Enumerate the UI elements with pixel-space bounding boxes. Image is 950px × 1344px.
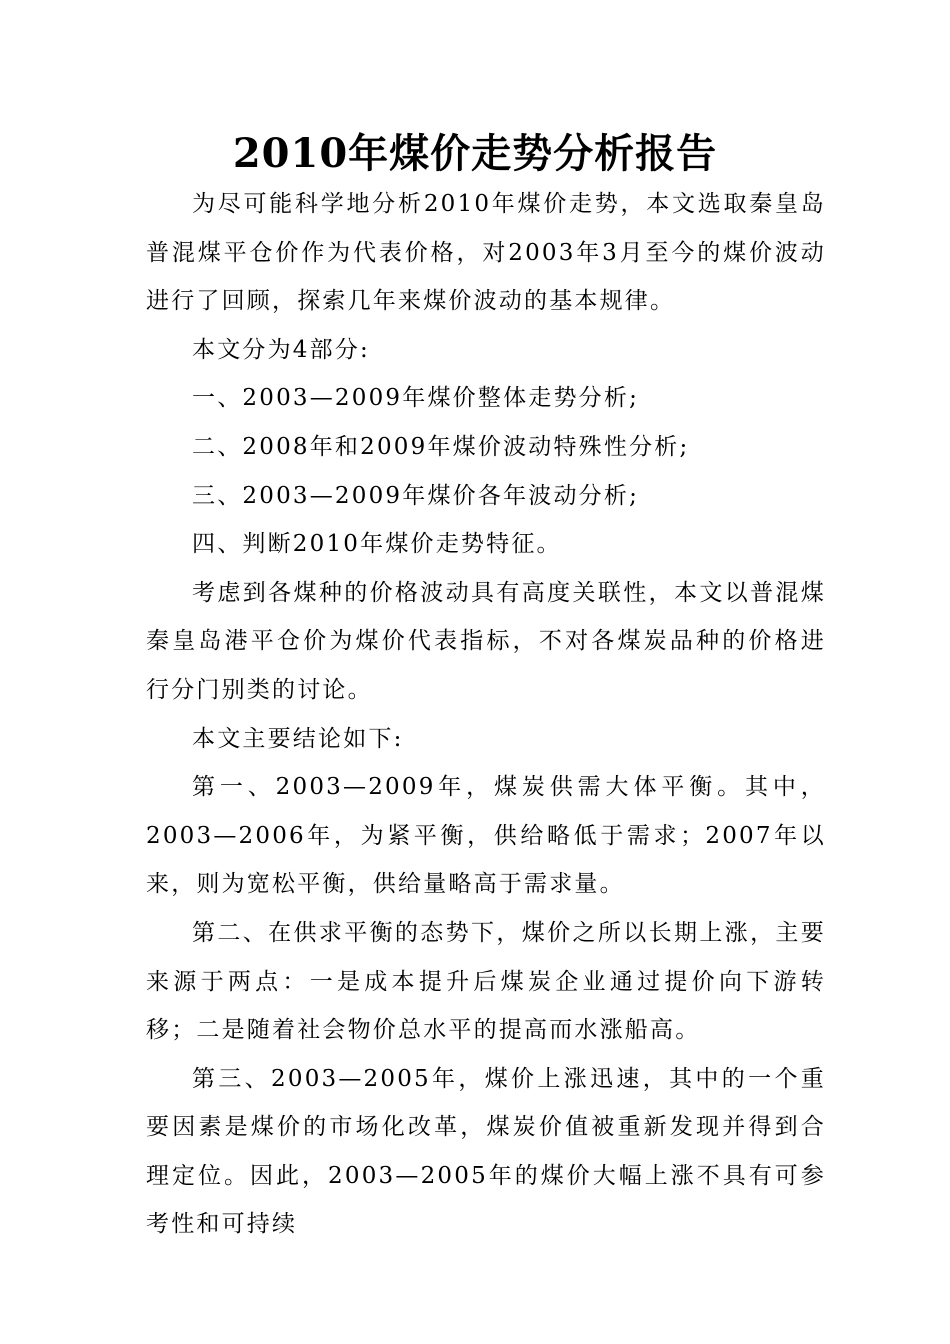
outline-item-3: 三、2003—2009年煤价各年波动分析; (192, 482, 640, 509)
document-title: 2010年煤价走势分析报告 (232, 130, 718, 177)
paragraph-scope: 考虑到各煤种的价格波动具有高度关联性，本文以普混煤秦皇岛港平仓价为煤价代表指标，不对各煤炭品种的价格进行分门别类的讨论。 (146, 579, 826, 703)
paragraph-conclusions-heading: 本文主要结论如下: (192, 725, 404, 752)
outline-item-1: 一、2003—2009年煤价整体走势分析; (192, 385, 640, 412)
paragraph-intro: 为尽可能科学地分析2010年煤价走势，本文选取秦皇岛普混煤平仓价作为代表价格，对2003年3月至今的煤价波动进行了回顾，探索几年来煤价波动的基本规律。 (146, 191, 826, 315)
conclusion-2: 第二、在供求平衡的态势下，煤价之所以长期上涨，主要来源于两点：一是成本提升后煤炭企业通过提价向下游转移；二是随着社会物价总水平的提高而水涨船高。 (146, 919, 826, 1044)
document-body (146, 180, 826, 1249)
outline-item-4: 四、判断2010年煤价走势特征。 (192, 531, 562, 558)
outline-item-2: 二、2008年和2009年煤价波动特殊性分析; (192, 433, 690, 460)
paragraph-outline-heading: 本文分为4部分: (192, 336, 370, 363)
conclusion-1: 第一、2003—2009年，煤炭供需大体平衡。其中，2003—2006年，为紧平衡，供给略低于需求；2007年以来，则为宽松平衡，供给量略高于需求量。 (146, 774, 826, 898)
conclusion-3: 第三、2003—2005年，煤价上涨迅速，其中的一个重要因素是煤价的市场化改革，煤炭价值被重新发现并得到合理定位。因此，2003—2005年的煤价大幅上涨不具有可参考性和可持续 (146, 1065, 826, 1238)
